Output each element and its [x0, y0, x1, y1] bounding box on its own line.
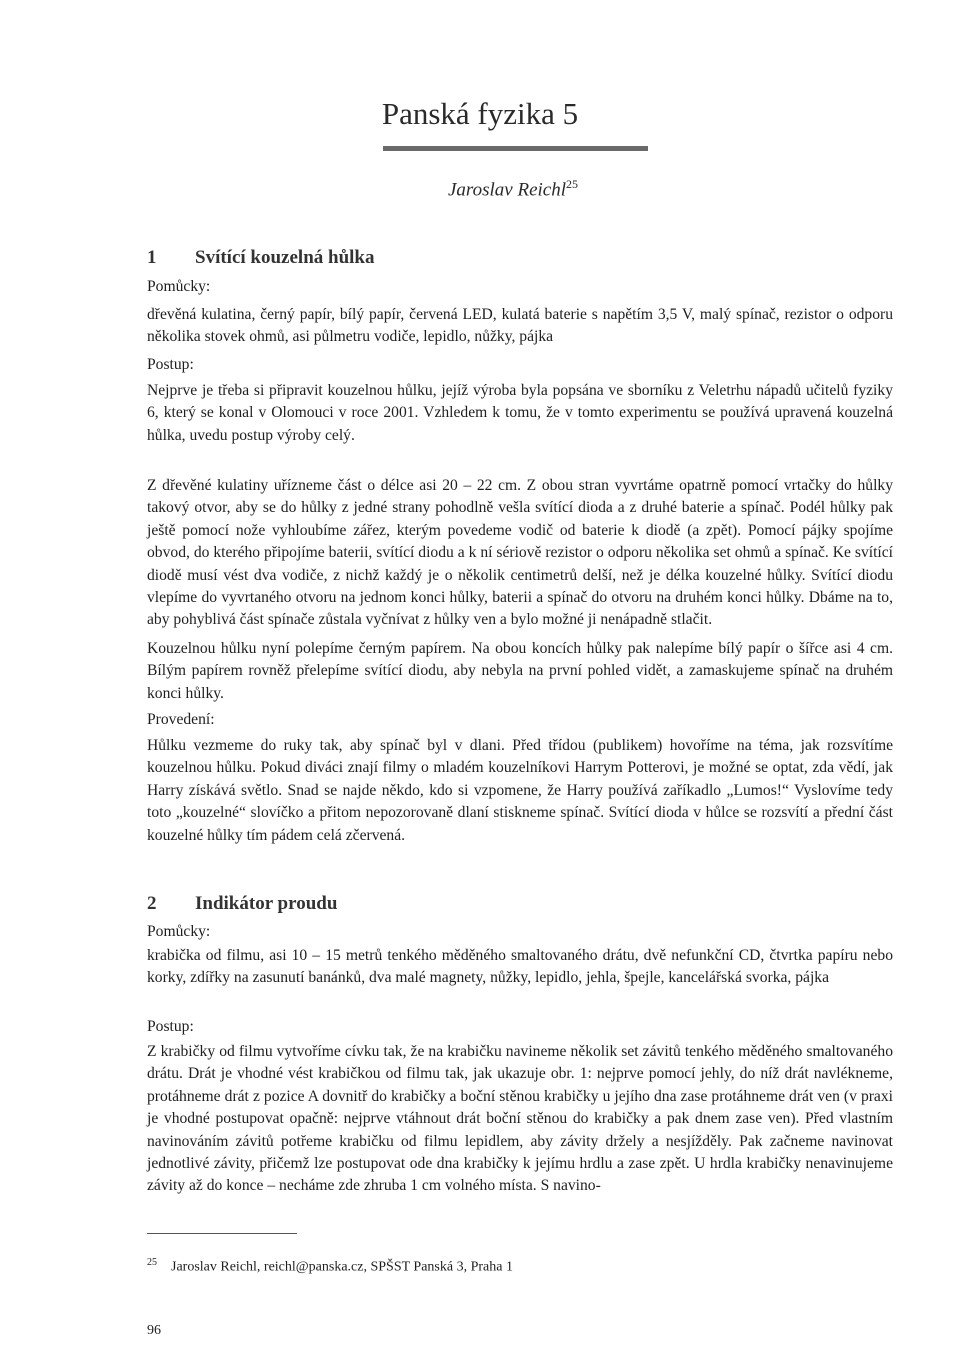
section-number: 2	[147, 893, 157, 914]
postup-paragraph: Nejprve je třeba si připravit kouzelnou hůlku, jejíž výroba byla popsána ve sborníku z Veletrhu nápadů učitelů fyziky 6, který se konal v Olomouci v roce 2001. Vzhledem k tomu, že v tomto experimentu se používá upravená kouzelná hůlka, uvedu postup výroby celý.	[147, 382, 893, 444]
author-footnote-ref: 25	[566, 177, 579, 191]
title-underline	[383, 146, 648, 151]
pomucky-label: Pomůcky:	[147, 923, 211, 940]
section-title: Svítící kouzelná hůlka	[195, 247, 375, 268]
postup-paragraph: Z krabičky od filmu vytvoříme cívku tak, že na krabičku navineme několik set závitů tenkého měděného smaltovaného drátu. Drát je vhodné vést krabičkou od filmu tak, jak ukazuje obr. 1: nejprve pomocí jehly, do níž drát navlékneme, protáhneme drát z pozice A dovnitř do krabičky a boční stěnou krabičky u jejího dna zase protáhneme drát ven (v praxi je vhodné postupovat opačně: nejprve vtáhnout drát boční stěnou do krabičky a pak dnem zase ven). Před vlastním navinováním závitů potřeme krabičku od filmu lepidlem, aby závity držely a nesjížděly. Pak začneme navinovat jednotlivé závity, přičemž lze postupovat ode dna krabičky k jejímu hrdlu a zase zpět. U hrdla krabičky nenavinujeme závity až do konce – necháme zde zhruba 1 cm volného místa. S navino-	[147, 1043, 893, 1195]
footnote-text: Jaroslav Reichl, reichl@panska.cz, SPŠST Panská 3, Praha 1	[171, 1259, 513, 1275]
author	[448, 172, 578, 202]
pomucky-text: krabička od filmu, asi 10 – 15 metrů tenkého měděného smaltovaného drátu, dvě nefunkční CD, čtvrtka papíru nebo korky, zdířky na zasunutí banánků, dva malé magnety, nůžky, lepidlo, jehla, špejle, kancelářská svorka, pájka	[147, 947, 893, 987]
pomucky-text: dřevěná kulatina, černý papír, bílý papír, červená LED, kulatá baterie s napětím 3,5 V, malý spínač, rezistor o odporu několika stovek ohmů, asi půlmetru vodiče, lepidlo, nůžky, pájka	[147, 306, 893, 346]
section-title: Indikátor proudu	[195, 893, 338, 914]
postup-label: Postup:	[147, 356, 194, 373]
pomucky-label: Pomůcky:	[147, 278, 211, 295]
page-title: Panská fyzika 5	[381, 96, 579, 131]
provedeni-label: Provedení:	[147, 711, 215, 728]
provedeni-text: Hůlku vezmeme do ruky tak, aby spínač byl v dlani. Před třídou (publikem) hovoříme na téma, jak rozsvítíme kouzelnou hůlku. Pokud diváci znají filmy o mladém kouzelníkovi Harrym Potterovi, je možné se optat, zda vědí, jak Harry získává světlo. Snad se najde někdo, kdo si vzpomene, že Harry používá zaříkadlo „Lumos!“ Vyslovíme tedy toto „kouzelné“ slovíčko a přitom nepozorovaně dlaní stiskneme spínač. Svítící dioda v hůlce se rozsvítí a přední část kouzelné hůlky tím pádem celá zčervená.	[147, 737, 893, 844]
section-heading	[147, 892, 337, 916]
postup-paragraph: Z dřevěné kulatiny uřízneme část o délce asi 20 – 22 cm. Z obou stran vyvrtáme opatrně pomocí vrtačky do hůlky takový otvor, aby se do hůlky z jedné strany pohodlně vešla svítící dioda a z druhé baterie a spínač. Podél hůlky pak ještě pomocí nože vyhloubíme zářez, kterým povedeme vodič od baterie k diodě (a zpět). Pomocí pájky spojíme obvod, do kterého připojíme baterii, svítící diodu a k ní sériově rezistor o odporu několika set ohmů a spínač. Ke svítící diodě musí vést dva vodiče, z nichž každý je o několik centimetrů delší, než je délka kouzelné hůlky. Svítící diodu vlepíme do vyvrtaného otvoru na jednom konci hůlky, baterii a spínač do otvoru na druhém konci hůlky. Dbáme na to, aby pohyblivá část spínače zůstala vyčnívat z hůlky ven a bylo možné ji nenápadně stlačit.	[147, 477, 893, 629]
page-number: 96	[147, 1323, 161, 1338]
section-heading	[147, 246, 375, 270]
footnote-ref: 25	[147, 1257, 157, 1268]
author-name: Jaroslav Reichl	[448, 179, 567, 201]
postup-paragraph: Kouzelnou hůlku nyní polepíme černým papírem. Na obou koncích hůlky pak nalepíme bílý papír o šířce asi 4 cm. Bílým papírem rovněž přelepíme svítící diodu, aby nebyla na první pohled vidět, a zamaskujeme spínač na druhém konci hůlky.	[147, 640, 893, 702]
footnote-divider	[147, 1233, 297, 1234]
postup-label: Postup:	[147, 1018, 194, 1035]
footnote	[147, 1254, 513, 1277]
section-number: 1	[147, 247, 157, 268]
